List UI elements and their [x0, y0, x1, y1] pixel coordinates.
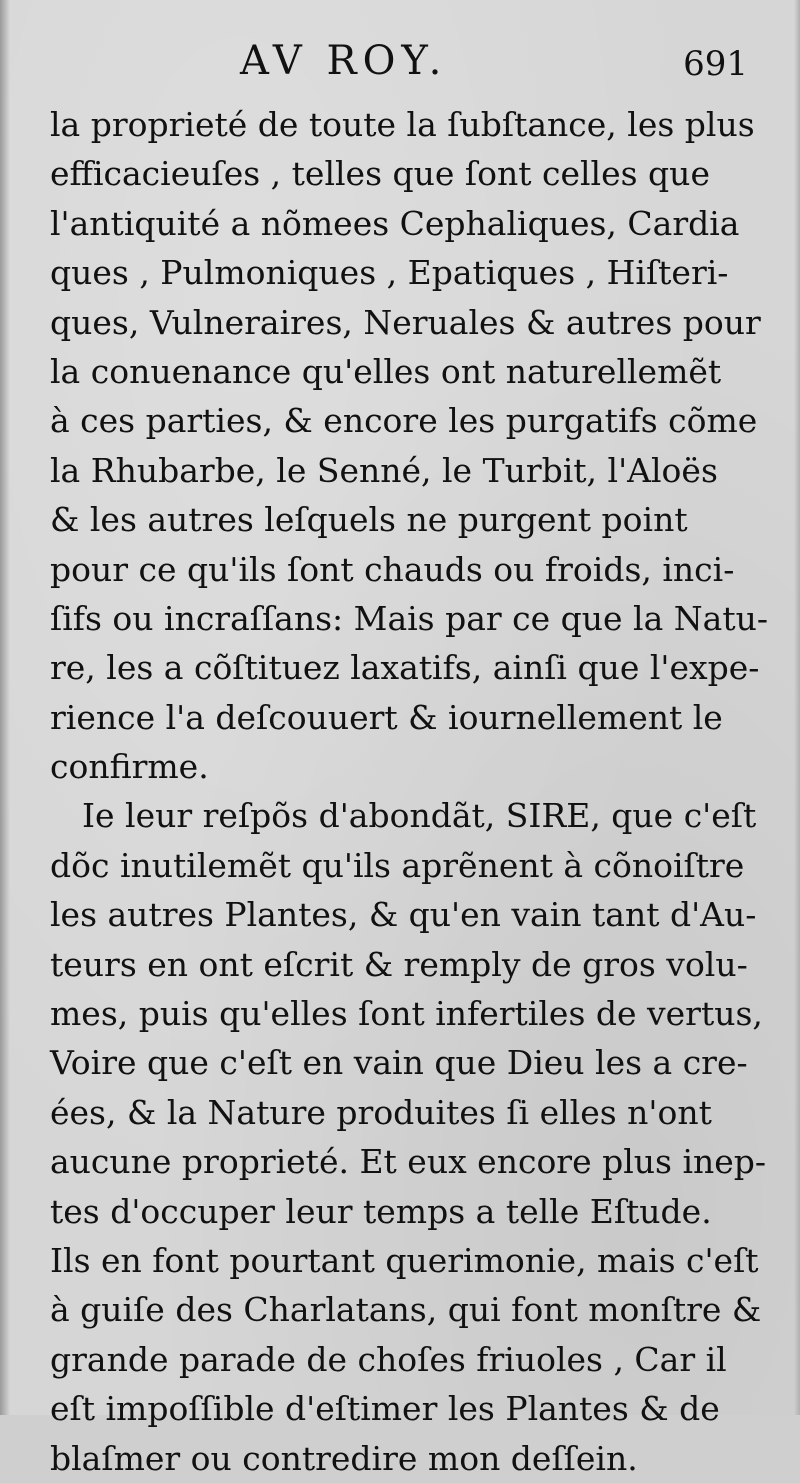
text-line: dõc inutilemẽt qu'ils aprẽnent à cõnoiſtre	[50, 845, 745, 885]
text-line: tes d'occuper leur temps a telle Eſtude.	[50, 1191, 712, 1231]
text-line: aucune proprieté. Et eux encore plus inep-	[50, 1142, 767, 1182]
text-line: Voire que c'eſt en vain que Dieu les a cre-	[50, 1043, 748, 1083]
page-number: 691	[683, 44, 748, 84]
text-line: l'antiquité a nõmees Cephaliques, Cardia	[50, 203, 740, 243]
text-line: les autres Plantes, & qu'en vain tant d'Au-	[50, 895, 757, 935]
text-line: efficacieuſes , telles que ſont celles que	[50, 154, 710, 194]
running-head: AV ROY.	[240, 38, 448, 84]
body-text	[50, 100, 768, 1483]
page-edge-shadow-right	[794, 0, 800, 1415]
text-line: Ils en font pourtant querimonie, mais c'eſt	[50, 1240, 759, 1280]
text-line: teurs en ont eſcrit & remply de gros volu-	[50, 944, 748, 984]
text-line: eſt impoſſible d'eſtimer les Plantes & de	[50, 1389, 720, 1429]
text-line: ques , Pulmoniques , Epatiques , Hiſteri-	[50, 253, 729, 293]
text-line-paragraph-start: Ie leur reſpõs d'abondãt, SIRE, que c'eſt	[82, 796, 757, 836]
text-line: blaſmer ou contredire mon deſſein.	[50, 1438, 638, 1478]
page-edge-shadow-left	[0, 0, 10, 1415]
text-line: ques, Vulneraires, Neruales & autres pour	[50, 302, 761, 342]
text-line: la conuenance qu'elles ont naturellemẽt	[50, 351, 722, 391]
text-line: la proprieté de toute la ſubſtance, les plus	[50, 105, 755, 144]
text-line: pour ce qu'ils ſont chauds ou froids, inci-	[50, 549, 735, 589]
text-line: à guiſe des Charlatans, qui font monſtre &	[50, 1290, 762, 1330]
text-line: rience l'a deſcouuert & iournellement le	[50, 697, 723, 737]
text-line: la Rhubarbe, le Senné, le Turbit, l'Aloës	[50, 450, 718, 490]
text-line: ſifs ou incraſſans: Mais par ce que la Natu-	[50, 598, 768, 638]
text-line: ées, & la Nature produites ſi elles n'ont	[50, 1092, 712, 1132]
text-line: à ces parties, & encore les purgatifs cõme	[50, 401, 758, 441]
text-line: & les autres leſquels ne purgent point	[50, 500, 688, 540]
text-line: confirme.	[50, 747, 209, 787]
text-line: grande parade de choſes friuoles , Car il	[50, 1339, 727, 1379]
text-line: re, les a cõſtituez laxatifs, ainſi que l'expe-	[50, 648, 760, 688]
text-line: mes, puis qu'elles ſont infertiles de vertus,	[50, 994, 763, 1034]
